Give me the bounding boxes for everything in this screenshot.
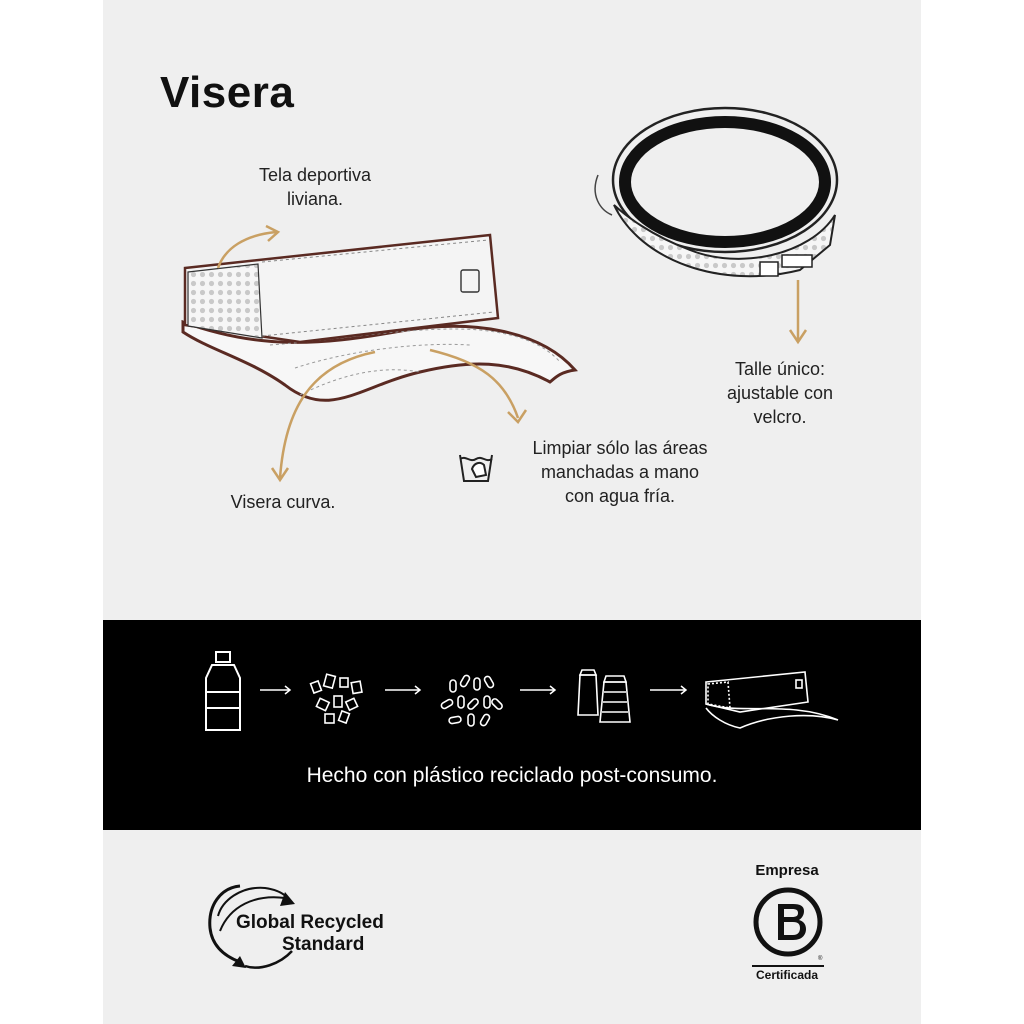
flakes-icon bbox=[311, 674, 362, 723]
bcorp-top-label: Empresa bbox=[755, 862, 819, 879]
fabric-label: Tela deportiva liviana. bbox=[258, 165, 372, 209]
bottle-icon bbox=[206, 652, 240, 730]
arrow-icon bbox=[520, 686, 555, 694]
page-title: Visera bbox=[160, 68, 295, 117]
visor-icon bbox=[706, 672, 838, 728]
brim-label: Visera curva. bbox=[230, 492, 336, 512]
size-label: Talle único: ajustable con velcro. bbox=[726, 359, 834, 427]
wash-label: Limpiar sólo las áreas manchadas a mano con agua fría. bbox=[532, 438, 708, 506]
arrow-icon bbox=[650, 686, 686, 694]
recycling-process bbox=[0, 620, 1024, 830]
bcorp-logo bbox=[748, 882, 828, 972]
yarn-spools-icon bbox=[578, 670, 630, 722]
arrow-icon bbox=[260, 686, 290, 694]
svg-text:®: ® bbox=[818, 956, 823, 962]
recycling-caption: Hecho con plástico reciclado post-consumo. bbox=[306, 764, 718, 787]
grs-line2: Standard bbox=[282, 934, 365, 955]
bcorp-bottom-label: Certificada bbox=[755, 968, 819, 982]
arrow-icon bbox=[385, 686, 420, 694]
hand-wash-icon bbox=[456, 447, 496, 487]
grs-line1: Global Recycled bbox=[236, 912, 384, 933]
pellets-icon bbox=[440, 674, 503, 726]
